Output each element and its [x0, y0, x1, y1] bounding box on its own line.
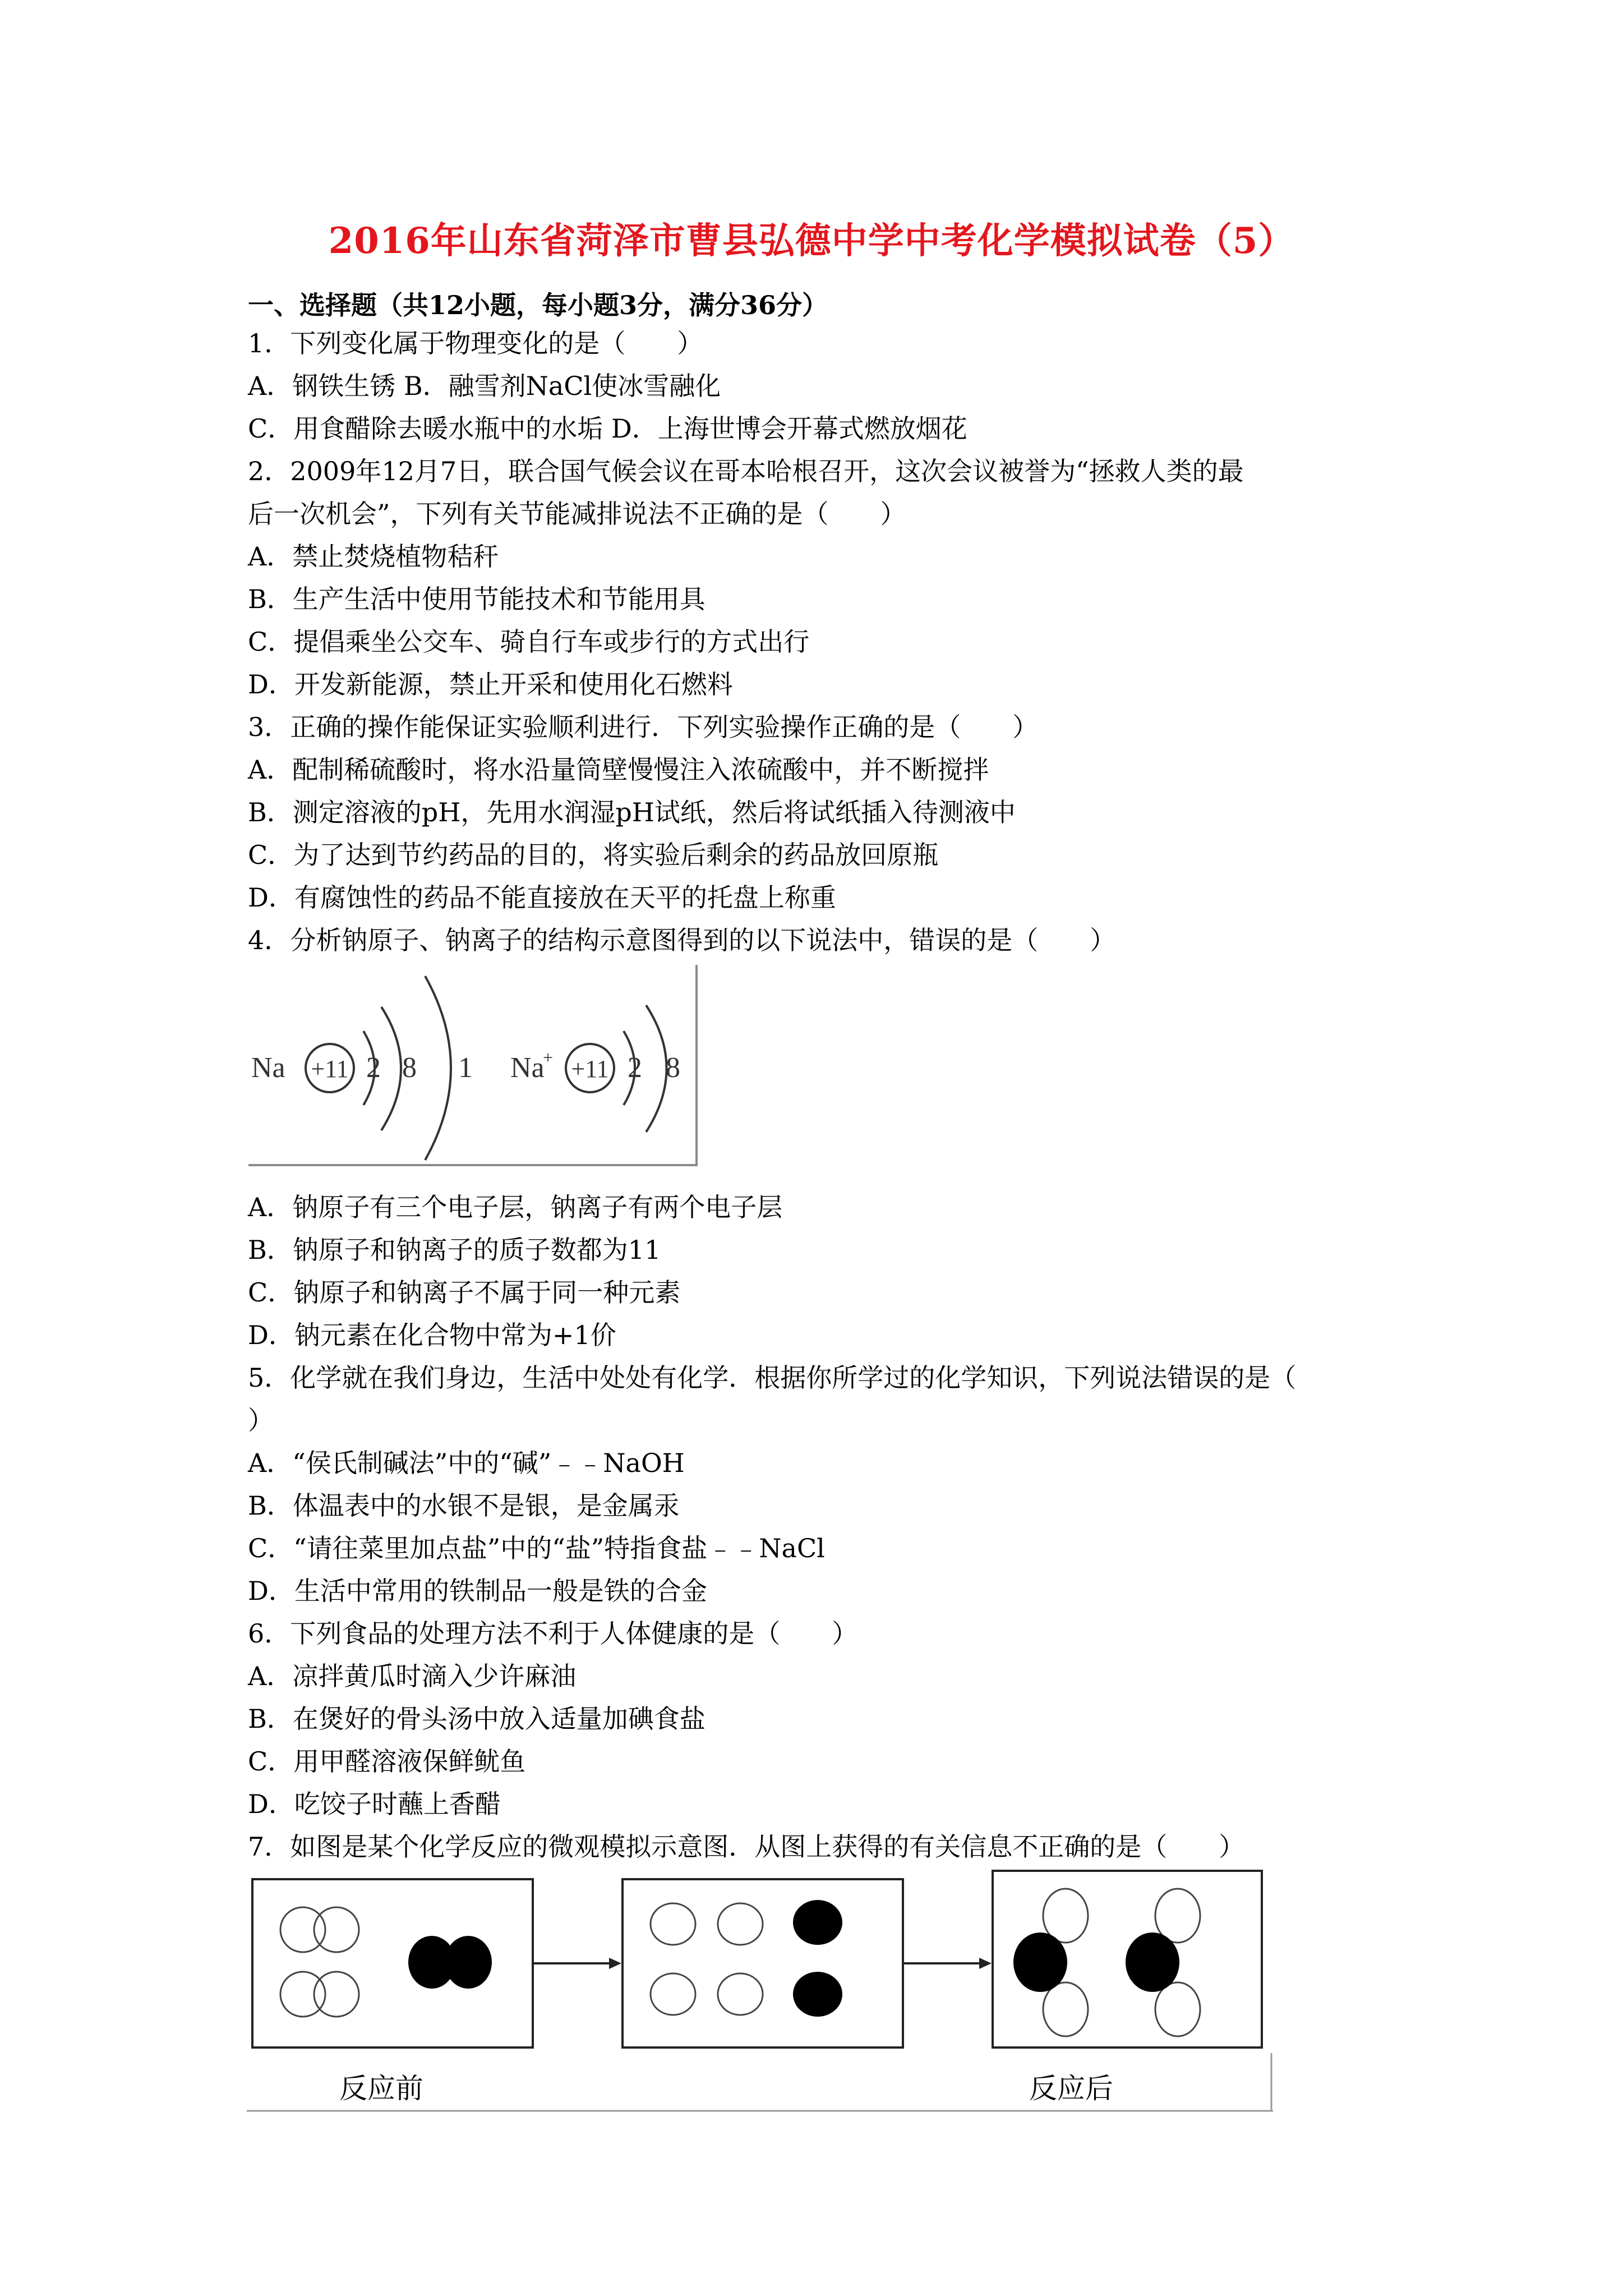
na-ion-charge: + [543, 1047, 554, 1068]
q3-option-b: B．测定溶液的pH，先用水润湿pH试纸，然后将试纸插入待测液中 [248, 797, 1016, 827]
q2-stem-line1: 2．2009年12月7日，联合国气候会议在哥本哈根召开，这次会议被誉为“拯救人类的最 [248, 456, 1244, 486]
q5-stem-line1: 5．化学就在我们身边，生活中处处有化学．根据你所学过的化学知识，下列说法错误的是（ [248, 1363, 1297, 1393]
reaction-micro-diagram [247, 1868, 1273, 2115]
oxygen-atom [793, 1900, 842, 1945]
hydrogen-atom [718, 1973, 763, 2015]
na-atom-shell-3-count: 1 [458, 1052, 473, 1084]
q3-stem: 3．正确的操作能保证实验顺利进行．下列实验操作正确的是（ ） [248, 712, 1039, 742]
q5-option-c: C．“请往菜里加点盐”中的“盐”特指食盐﹣﹣NaCl [248, 1533, 825, 1563]
q3-option-c: C．为了达到节约药品的目的，将实验后剩余的药品放回原瓶 [248, 840, 939, 870]
arrow-head-icon [609, 1958, 621, 1969]
sodium-structure-diagram [247, 965, 707, 1172]
na-atom-shell-2-count: 8 [402, 1052, 417, 1084]
na-ion-shell-2-count: 8 [666, 1052, 680, 1084]
q5-option-a: A．“侯氏制碱法”中的“碱”﹣﹣NaOH [248, 1448, 685, 1478]
before-label: 反应前 [339, 2073, 423, 2104]
q6-stem: 6．下列食品的处理方法不利于人体健康的是（ ） [248, 1618, 858, 1649]
q1-stem: 1．下列变化属于物理变化的是（ ） [248, 328, 703, 358]
hydrogen-atom [651, 1973, 695, 2015]
na-ion-shell-1-count: 2 [628, 1052, 642, 1084]
hydrogen-atom [314, 1907, 359, 1952]
q6-option-d: D．吃饺子时蘸上香醋 [248, 1789, 501, 1819]
q3-option-d: D．有腐蚀性的药品不能直接放在天平的托盘上称重 [248, 882, 836, 913]
q3-option-a: A．配制稀硫酸时，将水沿量筒壁慢慢注入浓硫酸中，并不断搅拌 [248, 754, 989, 785]
na-ion-nucleus-charge: +11 [571, 1055, 609, 1083]
q4-option-d: D．钠元素在化合物中常为+1价 [248, 1320, 616, 1350]
oxygen-atom [793, 1972, 842, 2017]
oxygen-atom [445, 1936, 492, 1989]
arrow-head-icon [979, 1958, 992, 1969]
q1-option-cd: C．用食醋除去暖水瓶中的水垢 D．上海世博会开幕式燃放烟花 [248, 413, 967, 444]
na-ion-symbol: Na [510, 1052, 545, 1084]
q4-stem: 4．分析钠原子、钠离子的结构示意图得到的以下说法中，错误的是（ ） [248, 925, 1116, 955]
q5-option-b: B．体温表中的水银不是银，是金属汞 [248, 1490, 680, 1521]
hydrogen-atom [314, 1972, 359, 2017]
hydrogen-atom [280, 1907, 325, 1952]
na-atom-shell-1-count: 2 [366, 1052, 381, 1084]
hydrogen-atom [718, 1903, 763, 1945]
q4-option-a: A．钠原子有三个电子层，钠离子有两个电子层 [248, 1192, 783, 1222]
q1-option-ab: A．钢铁生锈 B．融雪剂NaCl使冰雪融化 [248, 371, 721, 401]
page-title: 2016年山东省菏泽市曹县弘德中学中考化学模拟试卷（5） [328, 220, 1295, 262]
q2-option-c: C．提倡乘坐公交车、骑自行车或步行的方式出行 [248, 627, 810, 657]
q4-option-b: B．钠原子和钠离子的质子数都为11 [248, 1235, 661, 1265]
water-molecule [1013, 1889, 1088, 2036]
na-atom-symbol: Na [251, 1052, 285, 1084]
q2-option-b: B．生产生活中使用节能技术和节能用具 [248, 584, 706, 614]
q4-option-c: C．钠原子和钠离子不属于同一种元素 [248, 1277, 681, 1308]
hydrogen-atom [651, 1903, 695, 1945]
q6-option-a: A．凉拌黄瓜时滴入少许麻油 [248, 1661, 577, 1691]
section-heading: 一、选择题（共12小题，每小题3分，满分36分） [248, 290, 828, 320]
na-atom-nucleus-charge: +11 [311, 1055, 349, 1083]
q6-option-c: C．用甲醛溶液保鲜鱿鱼 [248, 1746, 526, 1777]
water-molecule [1126, 1889, 1200, 2036]
q2-option-a: A．禁止焚烧植物秸秆 [248, 541, 499, 572]
q6-option-b: B．在煲好的骨头汤中放入适量加碘食盐 [248, 1704, 706, 1734]
q5-stem-line2: ） [248, 1405, 274, 1435]
hydrogen-atom [280, 1972, 325, 2017]
after-label: 反应后 [1029, 2073, 1113, 2104]
q2-stem-line2: 后一次机会”，下列有关节能减排说法不正确的是（ ） [248, 499, 906, 529]
q7-stem: 7．如图是某个化学反应的微观模拟示意图．从图上获得的有关信息不正确的是（ ） [248, 1832, 1245, 1862]
q2-option-d: D．开发新能源，禁止开采和使用化石燃料 [248, 669, 733, 700]
q5-option-d: D．生活中常用的铁制品一般是铁的合金 [248, 1576, 707, 1606]
